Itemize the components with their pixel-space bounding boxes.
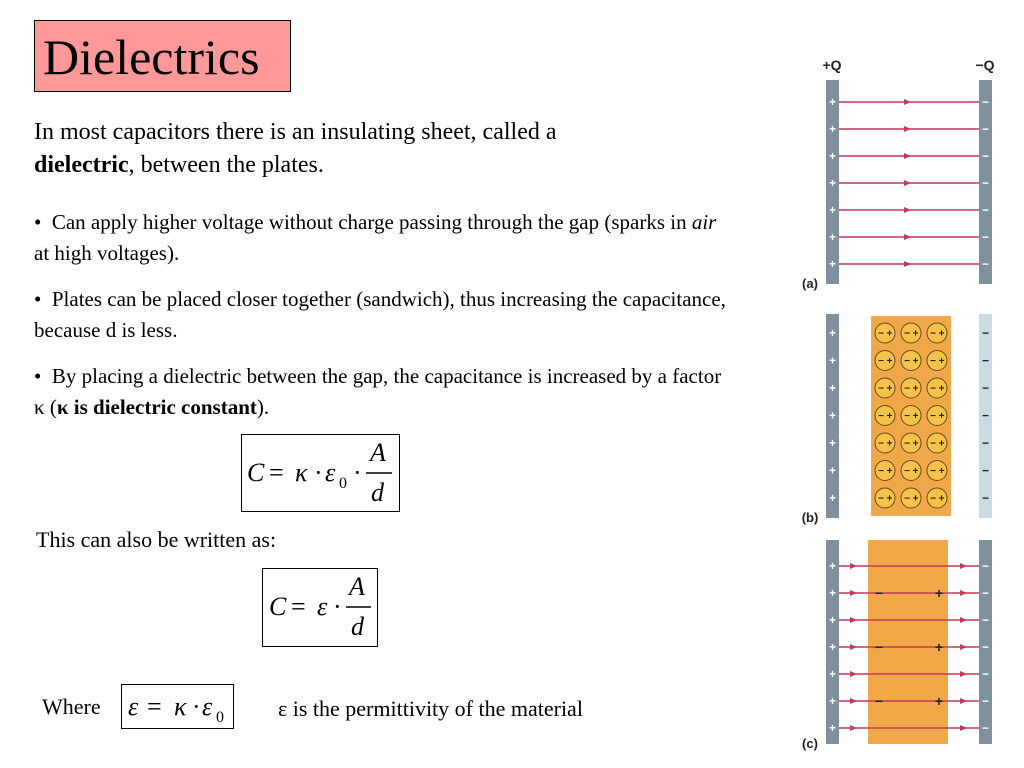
panel-c-field-arrow-right	[960, 590, 967, 596]
bullet-1-text-after: at high voltages).	[34, 241, 180, 265]
panel-a-minus-sign: −	[981, 122, 990, 136]
panel-c-field-arrow-left	[850, 644, 857, 650]
eq1-dot-2: ·	[353, 458, 362, 487]
panel-b-molecule-plus: +	[886, 356, 893, 367]
intro-text-1: In most capacitors there is an insulating sheet, called a	[34, 119, 557, 145]
panel-b-molecule-minus: −	[878, 438, 884, 450]
panel-b-molecule-minus: −	[878, 328, 884, 340]
eq3-subscript: 0	[216, 709, 224, 726]
panel-c-plus-sign: +	[828, 613, 837, 627]
panel-b-molecule-minus: −	[930, 493, 936, 505]
bullet-marker: •	[34, 364, 42, 388]
panel-b-molecule-minus: −	[878, 493, 884, 505]
eq3-dot: ·	[192, 692, 201, 721]
panel-a-plus-sign: +	[828, 203, 837, 217]
panel-b-molecule-plus: +	[912, 328, 919, 340]
panel-b-minus-sign: −	[981, 326, 990, 340]
eq2-dot: ·	[333, 592, 342, 621]
panel-b-molecule-minus: −	[878, 466, 884, 477]
panel-c-plus-sign: +	[828, 694, 837, 708]
panel-c-plus-sign: +	[828, 586, 837, 600]
bullet-2-text: Plates can be placed closer together (sandwich), thus increasing the capacitance, because d is less.	[34, 287, 726, 342]
bullet-marker: •	[34, 210, 42, 234]
bullet-3-bold: κ is dielectric constant	[56, 395, 257, 419]
panel-a-field-arrow	[904, 153, 911, 159]
panel-b-minus-sign: −	[981, 491, 990, 505]
bullet-3-text-before: By placing a dielectric between the gap, the capacitance is increased by a factor	[51, 364, 722, 388]
eq1-numerator: A	[370, 438, 386, 467]
panel-a-plus-sign: +	[828, 95, 837, 109]
panel-c-field-arrow-right	[960, 617, 967, 623]
panel-b-minus-sign: −	[981, 353, 990, 368]
panel-c-induced-plus: +	[934, 585, 944, 601]
panel-b-molecule-minus: −	[930, 328, 936, 340]
intro-paragraph	[34, 116, 734, 182]
eq2-lhs: C	[269, 592, 287, 621]
bullet-1-emph: air	[691, 210, 717, 234]
panel-a-minus-sign: −	[981, 149, 990, 163]
panel-b-molecule-minus: −	[930, 466, 936, 477]
capacitor-dielectric-figure	[792, 52, 1008, 752]
panel-c-induced-minus: −	[874, 585, 884, 601]
capacitance-equation-kappa	[241, 434, 400, 512]
panel-c-field-arrow-left	[850, 698, 857, 704]
panel-b-plus-sign: +	[828, 381, 837, 395]
panel-b-molecule-minus: −	[904, 466, 910, 477]
panel-c-induced-minus: −	[874, 693, 884, 709]
panel-c-field-arrow-right	[960, 698, 967, 704]
panel-c-induced-minus: −	[874, 639, 884, 655]
panel-c-minus-sign: −	[981, 613, 990, 627]
panel-b-molecule-minus: −	[904, 356, 910, 367]
eq2-equals: =	[291, 592, 306, 621]
panel-b-molecule-minus: −	[904, 328, 910, 340]
bullet-3-close: ).	[256, 395, 270, 419]
panel-a-plus-sign: +	[828, 176, 837, 190]
panel-c-induced-plus: +	[934, 693, 944, 709]
panel-c-field-arrow-left	[850, 725, 857, 731]
panel-b-plus-sign: +	[828, 353, 837, 368]
eq2-numerator: A	[349, 572, 365, 601]
panel-b-molecule-plus: +	[912, 493, 919, 505]
panel-b-molecule-minus: −	[930, 411, 936, 422]
eq2-denominator: d	[351, 612, 364, 641]
panel-c-minus-sign: −	[981, 559, 990, 573]
panel-c-minus-sign: −	[981, 586, 990, 600]
bullet-marker: •	[34, 287, 42, 311]
panel-b-molecule-plus: +	[886, 438, 893, 450]
panel-b-plus-sign: +	[828, 463, 837, 478]
panel-b-molecule-plus: +	[912, 356, 919, 367]
title-box	[34, 20, 291, 92]
panel-b-molecule-minus: −	[930, 383, 936, 395]
panel-c-field-arrow-right	[960, 644, 967, 650]
panel-b-molecule-plus: +	[938, 493, 945, 505]
eq3-epsilon0: ε	[202, 692, 213, 721]
panel-a-minus-sign: −	[981, 203, 990, 217]
panel-b-molecule-minus: −	[930, 438, 936, 450]
panel-a-field-arrow	[904, 234, 911, 240]
bullet-2	[34, 284, 734, 346]
panel-b-molecule-plus: +	[886, 383, 893, 395]
panel-b-molecule-plus: +	[938, 356, 945, 367]
panel-b-minus-sign: −	[981, 463, 990, 478]
panel-b-molecule-plus: +	[938, 328, 945, 340]
panel-a-label: (a)	[802, 276, 818, 291]
panel-b-plus-sign: +	[828, 491, 837, 505]
panel-c-minus-sign: −	[981, 694, 990, 708]
panel-c-field-arrow-right	[960, 671, 967, 677]
panel-a-minus-sign: −	[981, 176, 990, 190]
panel-b-molecule-plus: +	[886, 411, 893, 422]
panel-c-field-arrow-left	[850, 590, 857, 596]
panel-c-minus-sign: −	[981, 721, 990, 735]
plus-q-label: +Q	[822, 57, 842, 73]
minus-q-label: −Q	[975, 57, 995, 73]
panel-b-molecule-plus: +	[938, 438, 945, 450]
panel-b-molecule-plus: +	[912, 383, 919, 395]
eq1-dot: ·	[314, 458, 323, 487]
eq1-epsilon: ε	[325, 458, 336, 487]
eq3-kappa: κ	[174, 692, 187, 721]
panel-b-molecule-plus: +	[912, 438, 919, 450]
panel-c-plus-sign: +	[828, 559, 837, 573]
panel-a-field-arrow	[904, 261, 911, 267]
panel-b-molecule-minus: −	[878, 356, 884, 367]
panel-a-plus-sign: +	[828, 230, 837, 244]
eq3-epsilon: ε	[128, 692, 139, 721]
panel-a-field-arrow	[904, 207, 911, 213]
bullet-1	[34, 207, 734, 269]
panel-a-minus-sign: −	[981, 257, 990, 271]
panel-a-plus-sign: +	[828, 122, 837, 136]
panel-a-field-arrow	[904, 180, 911, 186]
eq3-equals: =	[147, 692, 162, 721]
bullet-1-text-before: Can apply higher voltage without charge passing through the gap (sparks in	[51, 210, 687, 234]
panel-c-field-arrow-left	[850, 563, 857, 569]
bullet-3-symbol: κ	[34, 395, 45, 419]
panel-a-plus-sign: +	[828, 257, 837, 271]
panel-b-molecule-plus: +	[886, 466, 893, 477]
panel-b-molecule-minus: −	[904, 438, 910, 450]
panel-a-field-arrow	[904, 99, 911, 105]
panel-c-plus-sign: +	[828, 721, 837, 735]
panel-b-molecule-minus: −	[904, 493, 910, 505]
panel-b-label: (b)	[801, 510, 819, 525]
where-label: Where	[42, 694, 101, 719]
eq1-kappa: κ	[295, 458, 308, 487]
slide-title: Dielectrics	[43, 29, 260, 85]
panel-c-minus-sign: −	[981, 667, 990, 681]
bullet-3-open: (	[49, 395, 57, 419]
panel-b-molecule-minus: −	[904, 411, 910, 422]
panel-c-field-arrow-left	[850, 671, 857, 677]
panel-b-molecule-minus: −	[878, 383, 884, 395]
panel-b-plus-sign: +	[828, 408, 837, 423]
panel-b-minus-sign: −	[981, 436, 990, 450]
panel-c-field-arrow-right	[960, 725, 967, 731]
panel-b-plus-sign: +	[828, 436, 837, 450]
panel-c-field-arrow-left	[850, 617, 857, 623]
panel-b-molecule-plus: +	[912, 411, 919, 422]
panel-b-molecule-minus: −	[930, 356, 936, 367]
eq1-lhs: C	[247, 458, 265, 487]
panel-c-plus-sign: +	[828, 640, 837, 654]
also-written-text: This can also be written as:	[36, 527, 277, 552]
panel-b-molecule-plus: +	[886, 493, 893, 505]
panel-b-minus-sign: −	[981, 381, 990, 395]
panel-a-plus-sign: +	[828, 149, 837, 163]
capacitance-equation-epsilon	[262, 568, 378, 647]
permittivity-note: ε is the permittivity of the material	[278, 696, 583, 721]
permittivity-equation	[121, 684, 234, 729]
panel-b-plus-sign: +	[828, 326, 837, 340]
panel-c-induced-plus: +	[934, 639, 944, 655]
panel-b-molecule-plus: +	[938, 466, 945, 477]
capacitor-figure-svg	[792, 52, 1008, 752]
eq2-epsilon: ε	[317, 592, 328, 621]
intro-term: dielectric	[34, 152, 129, 178]
panel-b-molecule-minus: −	[904, 383, 910, 395]
panel-c-minus-sign: −	[981, 640, 990, 654]
panel-c-label: (c)	[802, 736, 818, 751]
panel-a-field-arrow	[904, 126, 911, 132]
panel-c-field-arrow-right	[960, 563, 967, 569]
panel-c-plus-sign: +	[828, 667, 837, 681]
panel-b-molecule-plus: +	[938, 383, 945, 395]
bullet-3	[34, 361, 734, 423]
panel-b-molecule-plus: +	[886, 328, 893, 340]
panel-b-molecule-plus: +	[912, 466, 919, 477]
intro-text-2: , between the plates.	[128, 152, 324, 178]
eq1-equals: =	[269, 458, 284, 487]
panel-b-molecule-minus: −	[878, 411, 884, 422]
panel-b-minus-sign: −	[981, 408, 990, 423]
panel-a-minus-sign: −	[981, 230, 990, 244]
eq1-denominator: d	[371, 478, 384, 507]
eq1-subscript: 0	[339, 475, 347, 492]
panel-a-minus-sign: −	[981, 95, 990, 109]
panel-b-molecule-plus: +	[938, 411, 945, 422]
